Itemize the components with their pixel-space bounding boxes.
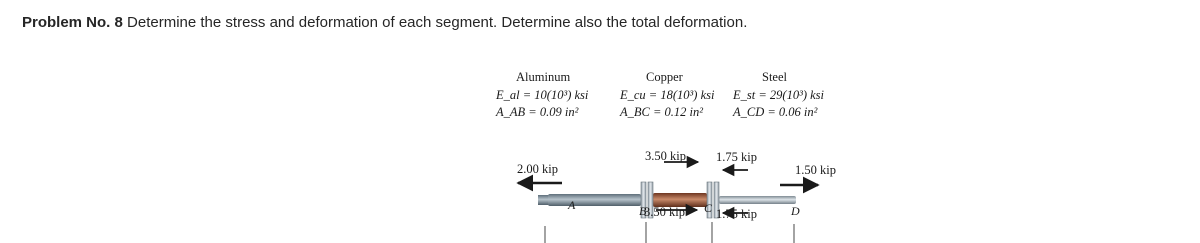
point-d-label: D: [791, 204, 800, 218]
b-bottom-load-label: 3.50 kip: [644, 205, 685, 219]
dimension-lines: [545, 222, 794, 243]
area-label: A_CD = 0.06 in²: [733, 105, 818, 119]
c-bottom-load-label: 1.75 kip: [716, 207, 757, 221]
area-label: A_AB = 0.09 in²: [496, 105, 579, 119]
material-name: Steel: [762, 70, 787, 84]
right-load-label: 1.50 kip: [795, 163, 836, 177]
material-name: Copper: [646, 70, 683, 84]
modulus-label: E_al = 10(10³) ksi: [496, 88, 589, 102]
material-aluminum: [495, 70, 589, 119]
modulus-label: E_cu = 18(10³) ksi: [620, 88, 715, 102]
steel-segment: [719, 196, 796, 204]
point-c-label: C: [704, 201, 713, 215]
point-a-label: A: [568, 198, 576, 212]
left-load-label: 2.00 kip: [517, 162, 558, 176]
modulus-label: E_st = 29(10³) ksi: [733, 88, 824, 102]
material-name: Aluminum: [516, 70, 571, 84]
material-steel: [732, 70, 825, 119]
b-top-load-label: 3.50 kip: [645, 149, 686, 163]
area-label: A_BC = 0.12 in²: [620, 105, 704, 119]
problem-text: Determine the stress and deformation of each segment. Determine also the total deformation.: [127, 14, 748, 31]
point-b-label: B: [639, 204, 647, 218]
material-copper: [619, 70, 715, 119]
c-top-load-label: 1.75 kip: [716, 150, 757, 164]
problem-number: Problem No. 8: [22, 14, 123, 31]
aluminum-segment: [548, 194, 641, 206]
